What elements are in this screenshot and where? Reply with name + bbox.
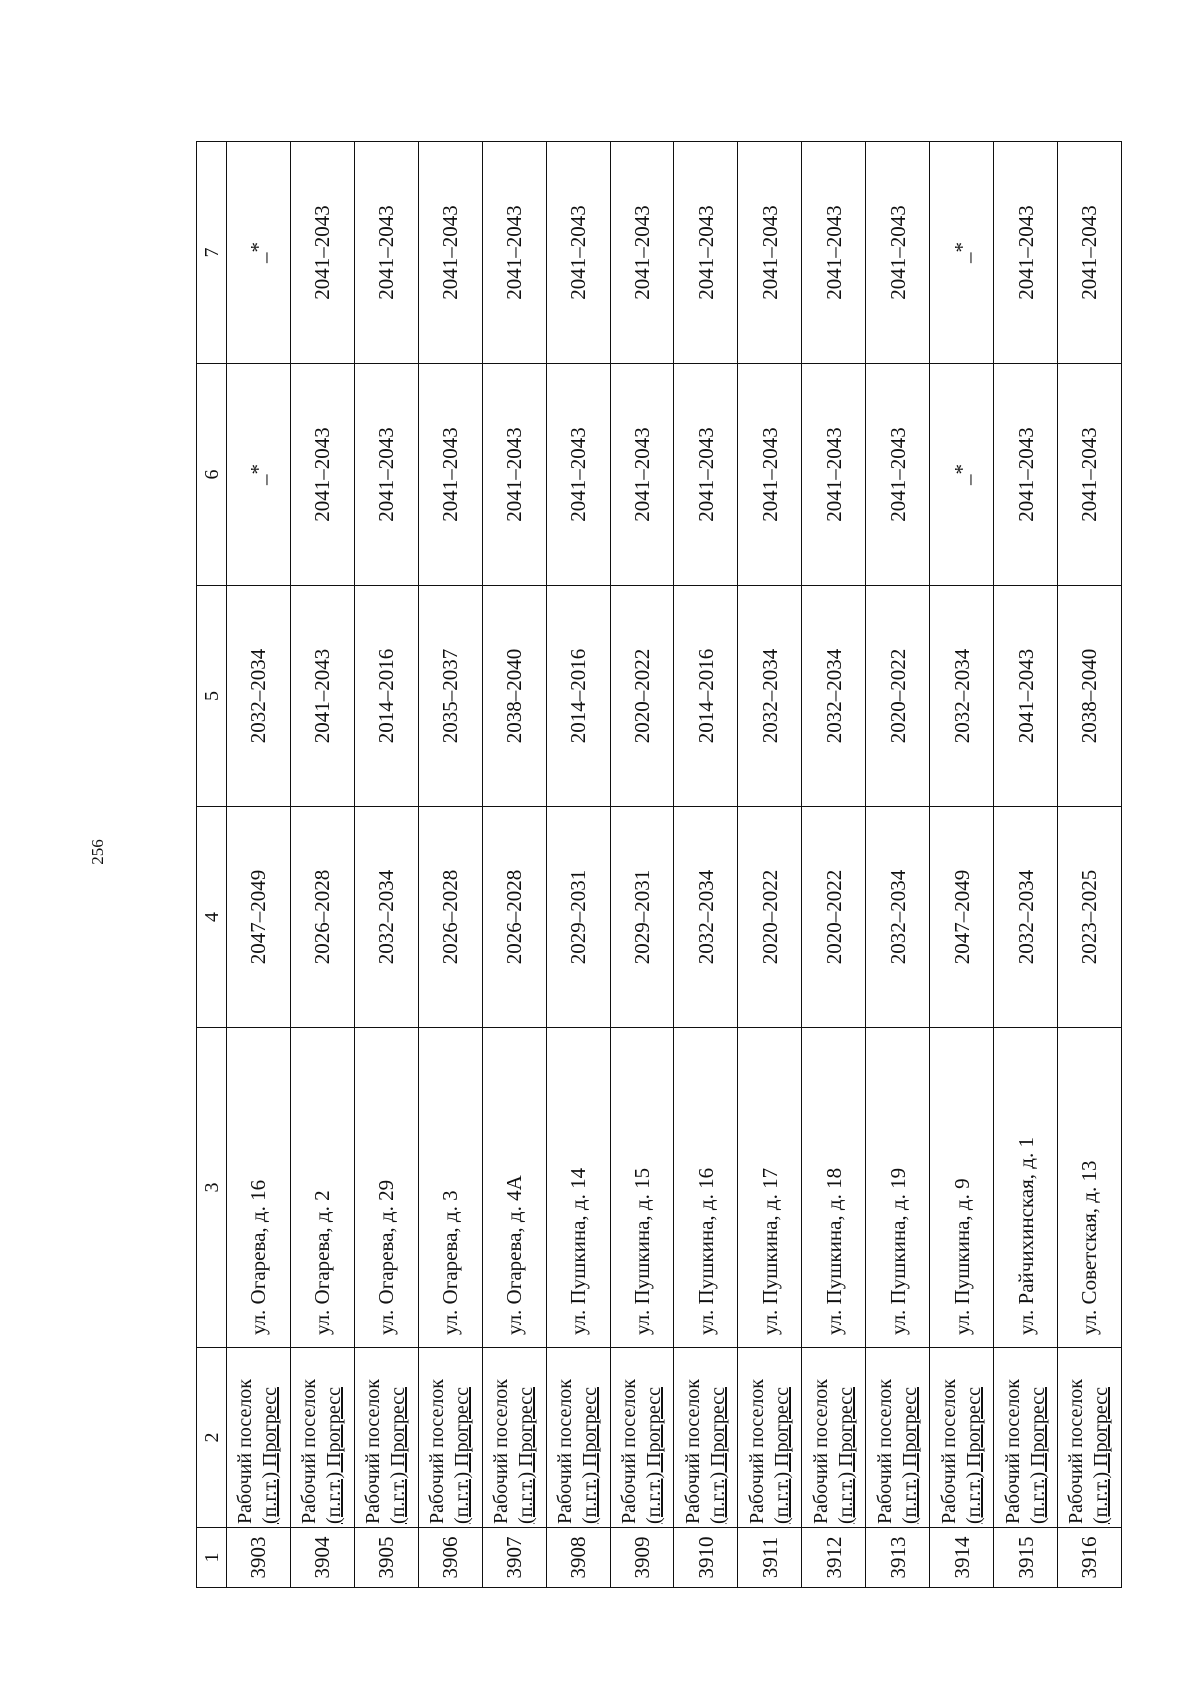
table-row [866,142,930,1588]
schedule-table [196,141,1122,1588]
column-header: 3 [197,1028,227,1348]
settlement-cell [354,1348,418,1528]
row-number-cell: 3913 [866,1528,930,1588]
column-header: 5 [197,586,227,807]
period-cell-col4: 2032–2034 [354,807,418,1028]
settlement-cell [1057,1348,1121,1528]
period-cell-col6: 2041–2043 [674,364,738,586]
page-number: 256 [88,839,107,865]
row-number-cell: 3905 [354,1528,418,1588]
period-cell-col6: 2041–2043 [610,364,674,586]
period-cell-col5: 2038–2040 [1057,586,1121,807]
address-cell: ул. Пушкина, д. 17 [738,1028,802,1348]
period-cell-col6: 2041–2043 [738,364,802,586]
table-body [197,142,1122,1588]
table-row [994,142,1058,1588]
row-number-cell: 3907 [482,1528,546,1588]
period-cell-col4: 2029–2031 [546,807,610,1028]
settlement-name: (п.г.т.) Прогресс [770,1387,793,1524]
settlement-type: Рабочий поселок [298,1378,321,1524]
column-header: 4 [197,807,227,1028]
address-cell: ул. Пушкина, д. 18 [802,1028,866,1348]
period-cell-col6: _* [227,364,291,586]
row-number-cell: 3912 [802,1528,866,1588]
period-cell-col6: _* [930,364,994,586]
period-cell-col5: 2020–2022 [866,586,930,807]
period-cell-col7: _* [930,142,994,364]
period-cell-col6: 2041–2043 [994,364,1058,586]
settlement-type: Рабочий поселок [426,1378,449,1524]
period-cell-col5: 2041–2043 [290,586,354,807]
table-row [482,142,546,1588]
table-row [290,142,354,1588]
settlement-type: Рабочий поселок [1001,1378,1024,1524]
address-cell: ул. Пушкина, д. 19 [866,1028,930,1348]
period-cell-col7: 2041–2043 [674,142,738,364]
settlement-cell [482,1348,546,1528]
period-cell-col5: 2014–2016 [674,586,738,807]
period-cell-col6: 2041–2043 [418,364,482,586]
address-cell: ул. Пушкина, д. 9 [930,1028,994,1348]
address-cell: ул. Огарева, д. 2 [290,1028,354,1348]
settlement-type: Рабочий поселок [745,1378,768,1524]
period-cell-col4: 2020–2022 [802,807,866,1028]
column-header: 1 [197,1528,227,1588]
period-cell-col4: 2026–2028 [482,807,546,1028]
period-cell-col7: 2041–2043 [418,142,482,364]
table-row [802,142,866,1588]
settlement-name: (п.г.т.) Прогресс [259,1387,282,1524]
settlement-type: Рабочий поселок [809,1378,832,1524]
settlement-name: (п.г.т.) Прогресс [1026,1387,1049,1524]
settlement-type: Рабочий поселок [554,1378,577,1524]
settlement-cell [738,1348,802,1528]
period-cell-col5: 2032–2034 [227,586,291,807]
period-cell-col7: 2041–2043 [738,142,802,364]
period-cell-col4: 2032–2034 [674,807,738,1028]
settlement-type: Рабочий поселок [234,1378,257,1524]
period-cell-col5: 2041–2043 [994,586,1058,807]
table-row [354,142,418,1588]
settlement-name: (п.г.т.) Прогресс [1090,1387,1113,1524]
address-cell: ул. Пушкина, д. 15 [610,1028,674,1348]
settlement-cell [802,1348,866,1528]
row-number-cell: 3904 [290,1528,354,1588]
period-cell-col6: 2041–2043 [290,364,354,586]
period-cell-col6: 2041–2043 [482,364,546,586]
settlement-name: (п.г.т.) Прогресс [451,1387,474,1524]
column-header: 2 [197,1348,227,1528]
address-cell: ул. Огарева, д. 16 [227,1028,291,1348]
settlement-name: (п.г.т.) Прогресс [515,1387,538,1524]
period-cell-col7: 2041–2043 [1057,142,1121,364]
settlement-cell [290,1348,354,1528]
address-cell: ул. Советская, д. 13 [1057,1028,1121,1348]
period-cell-col4: 2026–2028 [290,807,354,1028]
address-cell: ул. Пушкина, д. 14 [546,1028,610,1348]
settlement-name: (п.г.т.) Прогресс [579,1387,602,1524]
settlement-type: Рабочий поселок [937,1378,960,1524]
settlement-type: Рабочий поселок [873,1378,896,1524]
settlement-type: Рабочий поселок [362,1378,385,1524]
period-cell-col5: 2014–2016 [546,586,610,807]
table-row [930,142,994,1588]
rotated-table-container [196,142,1122,1588]
period-cell-col4: 2023–2025 [1057,807,1121,1028]
period-cell-col4: 2047–2049 [930,807,994,1028]
period-cell-col4: 2032–2034 [994,807,1058,1028]
period-cell-col5: 2014–2016 [354,586,418,807]
period-cell-col7: 2041–2043 [994,142,1058,364]
row-number-cell: 3911 [738,1528,802,1588]
table-header-row [197,142,227,1588]
period-cell-col4: 2020–2022 [738,807,802,1028]
table-row [738,142,802,1588]
period-cell-col5: 2032–2034 [930,586,994,807]
column-header: 6 [197,364,227,586]
period-cell-col7: 2041–2043 [354,142,418,364]
period-cell-col7: 2041–2043 [482,142,546,364]
row-number-cell: 3909 [610,1528,674,1588]
column-header: 7 [197,142,227,364]
row-number-cell: 3910 [674,1528,738,1588]
settlement-name: (п.г.т.) Прогресс [323,1387,346,1524]
period-cell-col4: 2026–2028 [418,807,482,1028]
table-row [418,142,482,1588]
period-cell-col7: 2041–2043 [290,142,354,364]
address-cell: ул. Пушкина, д. 16 [674,1028,738,1348]
row-number-cell: 3914 [930,1528,994,1588]
table-row [546,142,610,1588]
row-number-cell: 3916 [1057,1528,1121,1588]
settlement-cell [930,1348,994,1528]
period-cell-col6: 2041–2043 [866,364,930,586]
period-cell-col5: 2038–2040 [482,586,546,807]
settlement-name: (п.г.т.) Прогресс [962,1387,985,1524]
settlement-name: (п.г.т.) Прогресс [387,1387,410,1524]
row-number-cell: 3915 [994,1528,1058,1588]
row-number-cell: 3906 [418,1528,482,1588]
period-cell-col5: 2035–2037 [418,586,482,807]
period-cell-col6: 2041–2043 [354,364,418,586]
table-row [674,142,738,1588]
period-cell-col5: 2032–2034 [738,586,802,807]
period-cell-col6: 2041–2043 [546,364,610,586]
settlement-type: Рабочий поселок [617,1378,640,1524]
table-row [227,142,291,1588]
period-cell-col6: 2041–2043 [802,364,866,586]
period-cell-col5: 2020–2022 [610,586,674,807]
period-cell-col7: 2041–2043 [610,142,674,364]
settlement-cell [866,1348,930,1528]
period-cell-col5: 2032–2034 [802,586,866,807]
row-number-cell: 3908 [546,1528,610,1588]
period-cell-col6: 2041–2043 [1057,364,1121,586]
settlement-type: Рабочий поселок [490,1378,513,1524]
settlement-cell [610,1348,674,1528]
period-cell-col4: 2047–2049 [227,807,291,1028]
settlement-name: (п.г.т.) Прогресс [706,1387,729,1524]
settlement-cell [418,1348,482,1528]
settlement-cell [674,1348,738,1528]
settlement-cell [994,1348,1058,1528]
row-number-cell: 3903 [227,1528,291,1588]
address-cell: ул. Огарева, д. 29 [354,1028,418,1348]
settlement-cell [546,1348,610,1528]
period-cell-col7: 2041–2043 [802,142,866,364]
address-cell: ул. Огарева, д. 4А [482,1028,546,1348]
settlement-type: Рабочий поселок [681,1378,704,1524]
settlement-name: (п.г.т.) Прогресс [898,1387,921,1524]
settlement-type: Рабочий поселок [1065,1378,1088,1524]
period-cell-col4: 2032–2034 [866,807,930,1028]
address-cell: ул. Огарева, д. 3 [418,1028,482,1348]
settlement-name: (п.г.т.) Прогресс [834,1387,857,1524]
period-cell-col7: _* [227,142,291,364]
settlement-name: (п.г.т.) Прогресс [642,1387,665,1524]
period-cell-col4: 2029–2031 [610,807,674,1028]
table-row [610,142,674,1588]
period-cell-col7: 2041–2043 [866,142,930,364]
settlement-cell [227,1348,291,1528]
table-row [1057,142,1121,1588]
period-cell-col7: 2041–2043 [546,142,610,364]
address-cell: ул. Райчихинская, д. 1 [994,1028,1058,1348]
